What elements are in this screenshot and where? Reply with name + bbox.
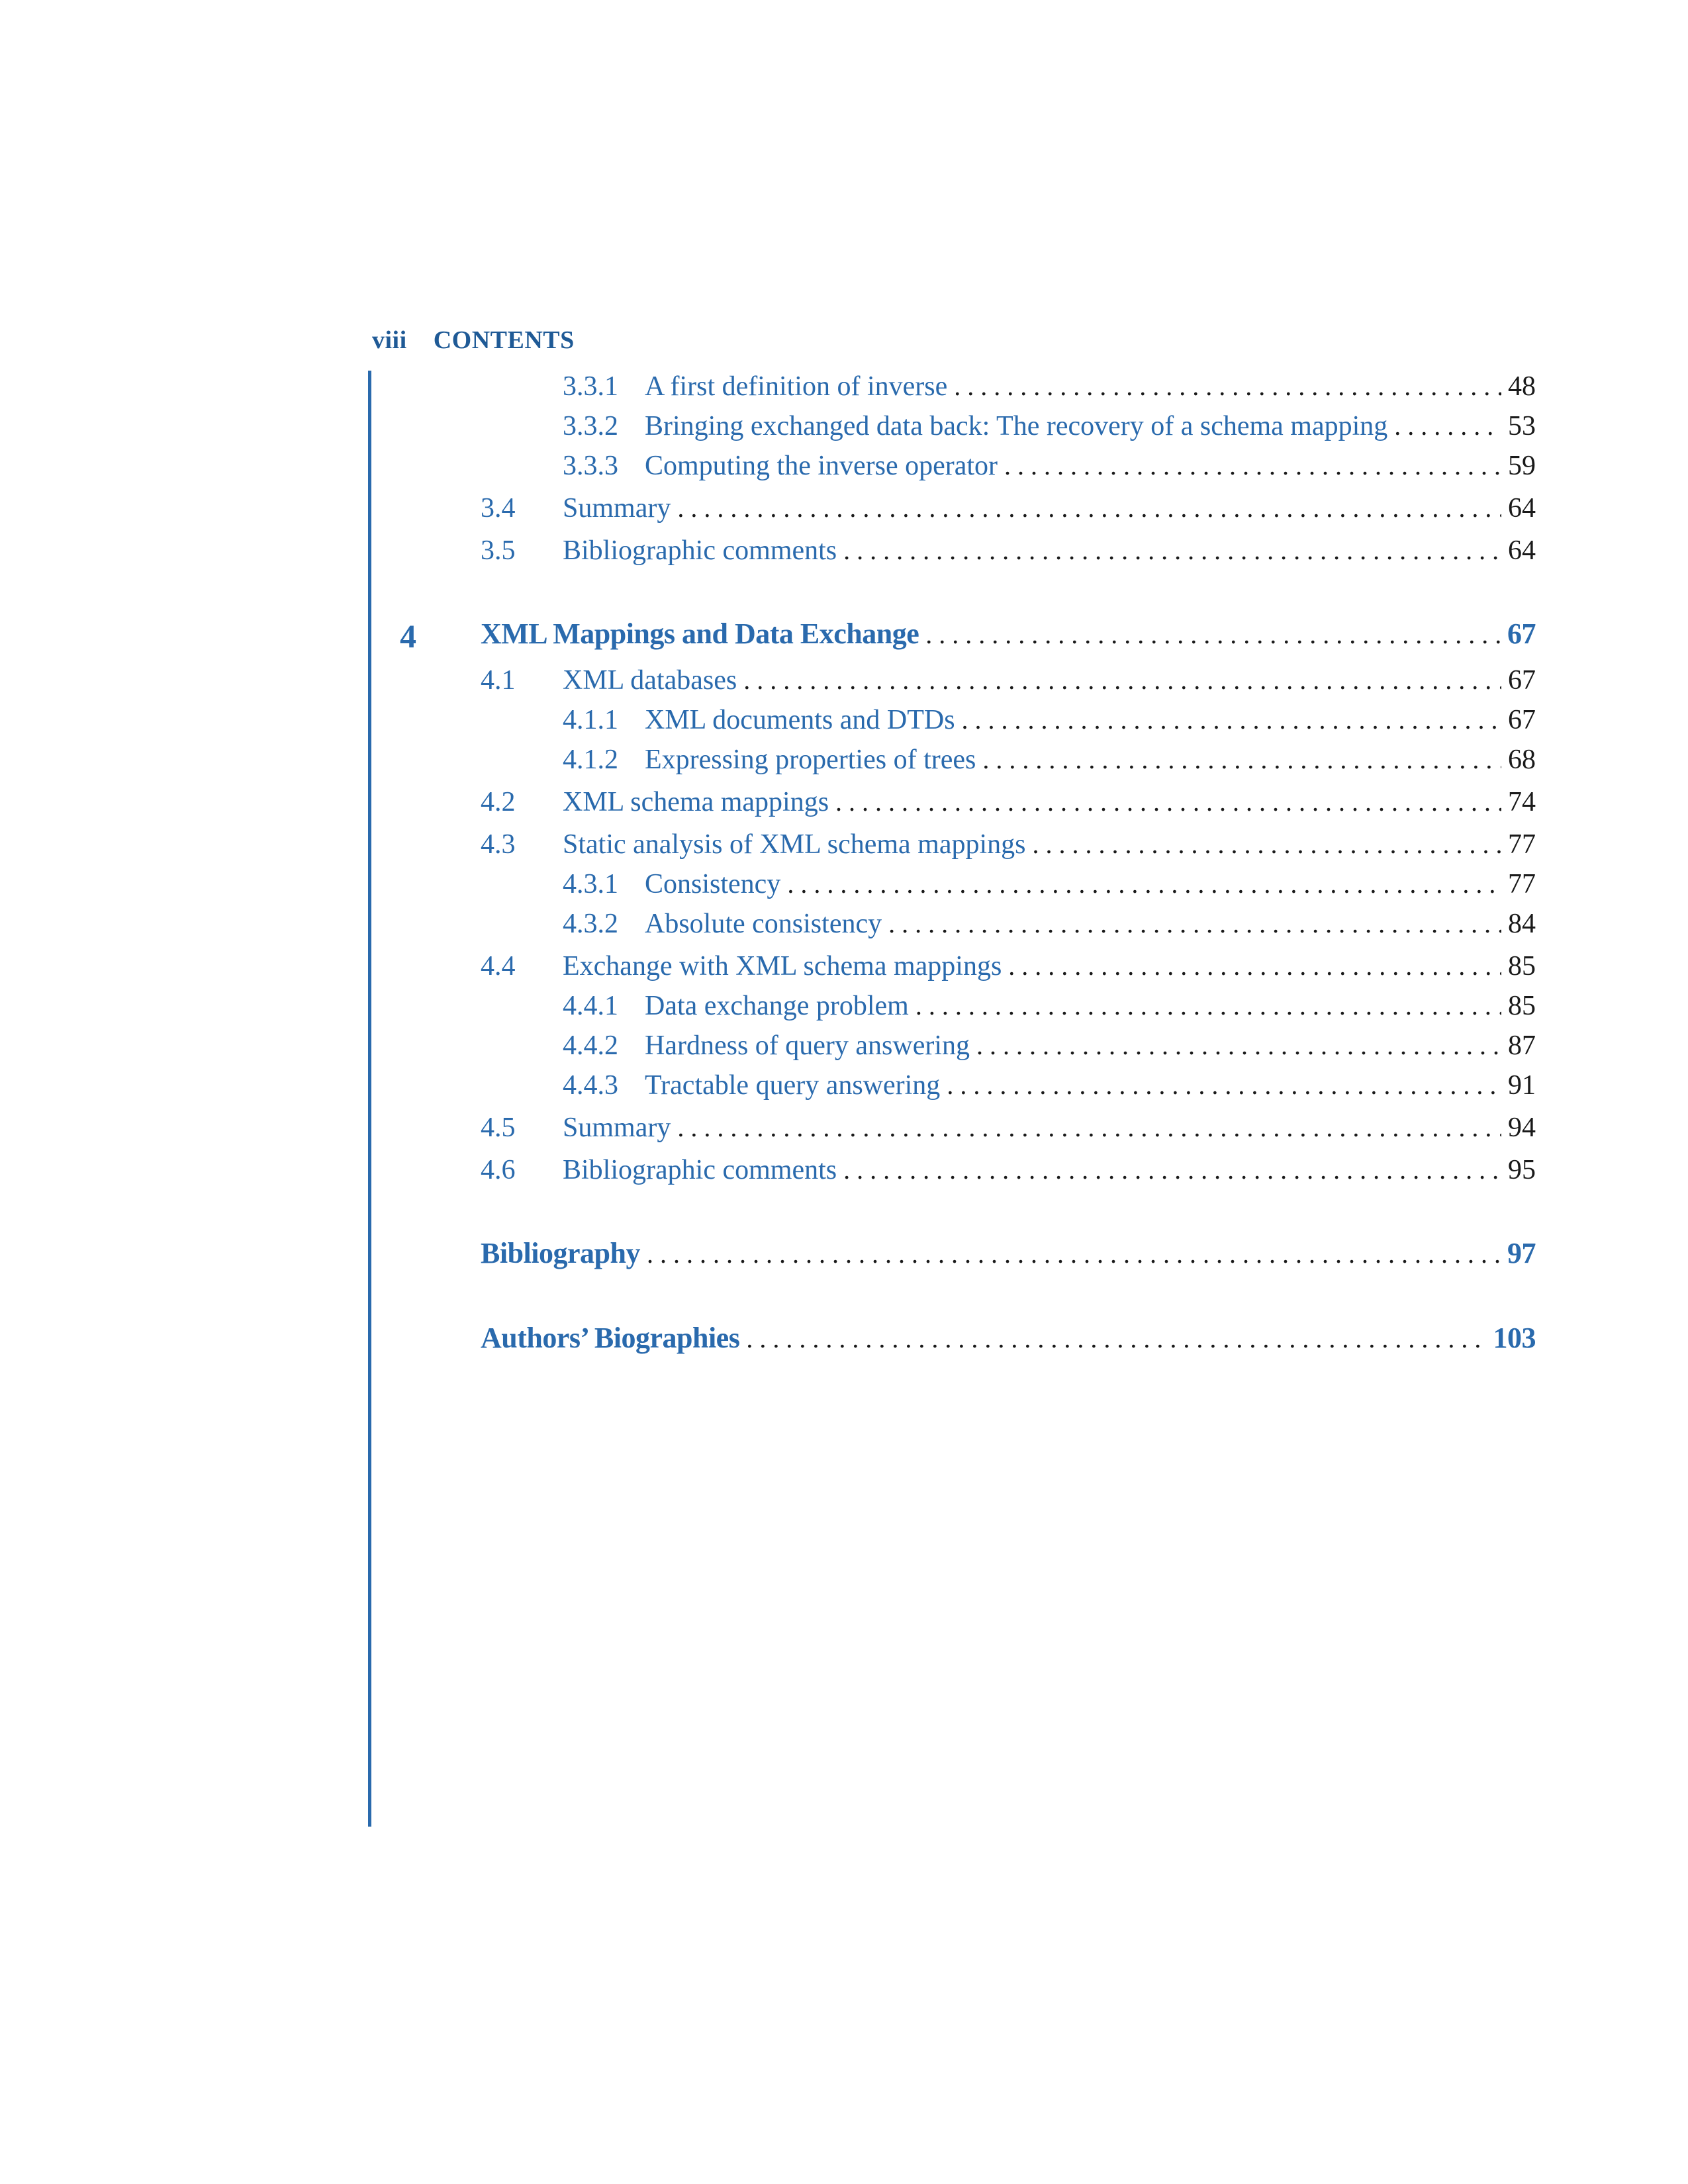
dot-leader [982, 744, 1501, 775]
entry-title: Bibliographic comments [563, 1155, 837, 1185]
entry-title: Data exchange problem [645, 991, 909, 1021]
dot-leader [843, 1154, 1501, 1185]
entry-title: Absolute consistency [645, 909, 882, 939]
entry-title: Bringing exchanged data back: The recovery of a schema mapping [645, 411, 1388, 441]
entry-number: 4.1.1 [563, 705, 618, 735]
dot-leader [915, 990, 1501, 1021]
dot-leader [888, 908, 1501, 939]
dot-leader [1032, 829, 1501, 860]
entry-number: 3.3.1 [563, 371, 618, 402]
toc-bibliography[interactable] [371, 1236, 1536, 1276]
entry-title: Summary [563, 493, 671, 523]
dot-leader [925, 619, 1501, 650]
entry-number: 4.3.1 [563, 869, 618, 899]
toc-entry-4-4-3[interactable] [371, 1069, 1536, 1109]
dot-leader [1004, 450, 1501, 481]
entry-number: 3.3.3 [563, 451, 618, 481]
toc-entry-4-5[interactable] [371, 1112, 1536, 1152]
toc-entry-4-1[interactable] [371, 664, 1536, 704]
dot-leader [787, 868, 1501, 899]
toc-entry-3-3-1[interactable] [371, 371, 1536, 410]
dot-leader [647, 1238, 1501, 1269]
entry-page: 91 [1508, 1070, 1536, 1101]
entry-page: 85 [1508, 991, 1536, 1021]
dot-leader [1008, 950, 1501, 981]
entry-number: 4.4.1 [563, 991, 618, 1021]
running-header [372, 326, 575, 355]
toc-entry-3-5[interactable] [371, 535, 1536, 574]
chapter-number: 4 [400, 617, 416, 655]
entry-number: 4.4.3 [563, 1070, 618, 1101]
chapter-title: Authors’ Biographies [481, 1322, 740, 1354]
toc-entry-3-3-2[interactable] [371, 410, 1536, 450]
dot-leader [962, 704, 1501, 735]
entry-page: 85 [1508, 951, 1536, 981]
entry-number: 4.4.2 [563, 1030, 618, 1061]
entry-page: 95 [1508, 1155, 1536, 1185]
entry-page: 48 [1508, 371, 1536, 402]
toc-entry-4-3[interactable] [371, 829, 1536, 868]
dot-leader [976, 1030, 1501, 1061]
entry-page: 53 [1508, 411, 1536, 441]
entry-title: Static analysis of XML schema mappings [563, 829, 1026, 860]
entry-page: 87 [1508, 1030, 1536, 1061]
entry-title: XML schema mappings [563, 787, 829, 817]
chapter-page: 67 [1507, 617, 1536, 650]
dot-leader [954, 371, 1501, 402]
toc-entry-4-4[interactable] [371, 950, 1536, 990]
entry-title: Hardness of query answering [645, 1030, 970, 1061]
entry-number: 4.3.2 [563, 909, 618, 939]
entry-page: 77 [1508, 869, 1536, 899]
entry-page: 67 [1508, 665, 1536, 696]
dot-leader [947, 1069, 1501, 1101]
entry-page: 64 [1508, 493, 1536, 523]
dot-leader [835, 786, 1501, 817]
toc-entry-4-3-1[interactable] [371, 868, 1536, 908]
entry-title: Expressing properties of trees [645, 745, 976, 775]
toc-entry-4-3-2[interactable] [371, 908, 1536, 948]
dot-leader [677, 1112, 1501, 1143]
entry-title: XML documents and DTDs [645, 705, 955, 735]
entry-number: 4.1 [481, 665, 516, 696]
entry-number: 4.3 [481, 829, 516, 860]
entry-title: XML databases [563, 665, 737, 696]
entry-title: Exchange with XML schema mappings [563, 951, 1002, 981]
entry-page: 77 [1508, 829, 1536, 860]
running-title: CONTENTS [433, 326, 575, 354]
entry-title: Summary [563, 1113, 671, 1143]
entry-number: 3.3.2 [563, 411, 618, 441]
entry-number: 4.6 [481, 1155, 516, 1185]
dot-leader [677, 492, 1501, 523]
toc-entry-4-1-2[interactable] [371, 744, 1536, 784]
entry-page: 94 [1508, 1113, 1536, 1143]
entry-title: Tractable query answering [645, 1070, 941, 1101]
entry-number: 4.2 [481, 787, 516, 817]
entry-number: 3.4 [481, 493, 516, 523]
entry-title: Computing the inverse operator [645, 451, 998, 481]
toc-entry-4-1-1[interactable] [371, 704, 1536, 744]
chapter-title: Bibliography [481, 1237, 640, 1269]
entry-title: A first definition of inverse [645, 371, 948, 402]
toc-entry-3-4[interactable] [371, 492, 1536, 532]
dot-leader [1394, 410, 1501, 441]
entry-title: Bibliographic comments [563, 535, 837, 566]
entry-page: 84 [1508, 909, 1536, 939]
toc-authors-biographies[interactable] [371, 1321, 1536, 1361]
toc-entry-4-2[interactable] [371, 786, 1536, 826]
toc-entry-4-4-1[interactable] [371, 990, 1536, 1030]
chapter-page: 97 [1507, 1237, 1536, 1269]
toc-entry-3-3-3[interactable] [371, 450, 1536, 490]
entry-number: 4.5 [481, 1113, 516, 1143]
chapter-title: XML Mappings and Data Exchange [481, 617, 919, 650]
entry-number: 3.5 [481, 535, 516, 566]
toc-chapter-4[interactable] [371, 617, 1536, 657]
entry-number: 4.1.2 [563, 745, 618, 775]
entry-number: 4.4 [481, 951, 516, 981]
entry-title: Consistency [645, 869, 781, 899]
dot-leader [743, 664, 1501, 696]
dot-leader [746, 1323, 1486, 1354]
toc-entry-4-4-2[interactable] [371, 1030, 1536, 1069]
entry-page: 74 [1508, 787, 1536, 817]
entry-page: 67 [1508, 705, 1536, 735]
page-number: viii [372, 326, 407, 354]
entry-page: 59 [1508, 451, 1536, 481]
entry-page: 64 [1508, 535, 1536, 566]
chapter-page: 103 [1493, 1322, 1536, 1354]
toc-entry-4-6[interactable] [371, 1154, 1536, 1194]
dot-leader [843, 535, 1501, 566]
entry-page: 68 [1508, 745, 1536, 775]
